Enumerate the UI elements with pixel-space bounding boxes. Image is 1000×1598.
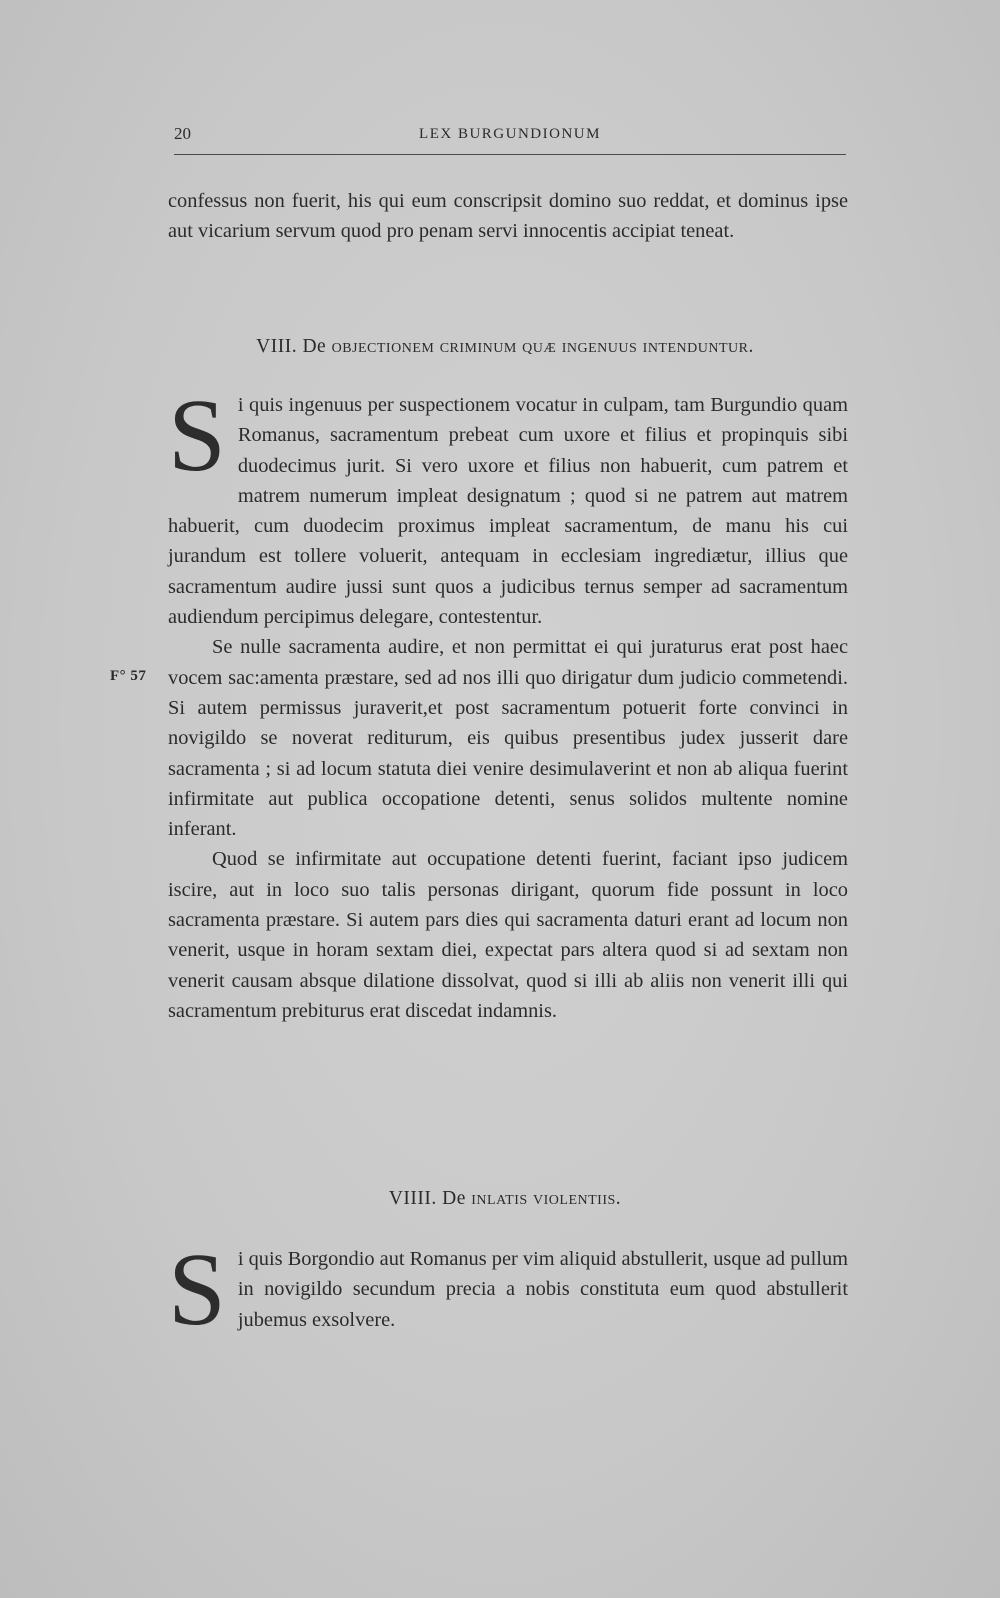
running-title: LEX BURGUNDIONUM — [419, 126, 601, 142]
section-9-paragraph-1-text: i quis Borgondio aut Romanus per vim aliquid abstullerit, usque ad pullum in novigildo secundum precia a nobis constituta eum quod abstullerit jubemus exsolvere. — [237, 1248, 848, 1331]
section-9-body — [168, 1232, 848, 1347]
section-8-paragraph-2-text: Se nulle sacramenta audire, et non permittat ei qui juraturus erat post haec vocem sac:amenta præstare, sed ad nos illi quo dirigatur dum judicio commetendi. Si autem permissus juraverit,et post sacramentum potuerit forte convinci in novigildo se noverat rediturum, eis quibus presentibus judex jusserit dare sacramenta ; si ad locum statuta diei venire desimulaverint et non ab aliqua fuerint infirmitate aut publica occopatione detenti, senus solidos multente nomine inferant. — [168, 636, 848, 841]
section-8-paragraph-3-text: Quod se infirmitate aut occupatione detenti fuerint, faciant ipso judicem iscire, aut in loco suo talis personas dirigant, quorum fide possunt in loco sacramenta præstare. Si autem pars dies qui sacramenta daturi erant ad locum non venerit, usque in horam sextam diei, expectat pars altera quod si ad sextam non venerit causam absque dilatione dissolvat, quod si illi ab aliis non venerit illi qui sacramentum prebiturus erat discedat indamnis. — [168, 848, 848, 1022]
section-8-paragraph-1-text: i quis ingenuus per suspectionem vocatur in culpam, tam Burgundio quam Romanus, sacramentum prebeat cum uxore et filius et propinquis sibi duodecimus jurit. Si vero uxore et filius non habuerit, cum patrem et matrem numerum impleat designatum ; quod si ne patrem aut matrem habuerit, cum duodecim proximus impleat sacramentum, de manu his cui jurandum est tollere voluerit, antequam in ecclesiam ingrediætur, illius que sacramentum audire jussi sunt quos a judicibus ternus semper ad sacramentum audiendum percipimus delegare, contestentur. — [168, 394, 848, 629]
section-9-drop-cap: S — [168, 1232, 226, 1347]
section-9-title-initial: De — [442, 1188, 466, 1209]
section-8-number: VIII. — [256, 336, 298, 357]
section-9-number: VIIII. — [388, 1188, 437, 1209]
section-9-paragraph-1 — [168, 1232, 848, 1347]
section-9-title: inlatis violentiis. — [471, 1188, 622, 1209]
section-8-drop-cap: S — [168, 378, 226, 493]
section-8-paragraph-3 — [168, 844, 848, 1026]
page-number: 20 — [174, 124, 191, 143]
section-8-paragraph-2 — [168, 632, 848, 844]
folio-margin-note: F° 57 — [110, 668, 147, 684]
section-9-heading — [160, 1188, 850, 1210]
section-8-paragraph-1 — [168, 378, 848, 632]
section-8-heading — [160, 336, 850, 358]
section-8-body — [168, 378, 848, 1026]
section-8-title: objectionem criminum quæ ingenuus intenduntur. — [331, 336, 754, 357]
page-header — [174, 124, 846, 155]
section-8-title-initial: De — [302, 336, 327, 357]
continuation-paragraph: confessus non fuerit, his qui eum conscripsit domino suo reddat, et dominus ipse aut vicarium servum quod pro penam servi innocentis accipiat teneat. — [168, 190, 848, 243]
